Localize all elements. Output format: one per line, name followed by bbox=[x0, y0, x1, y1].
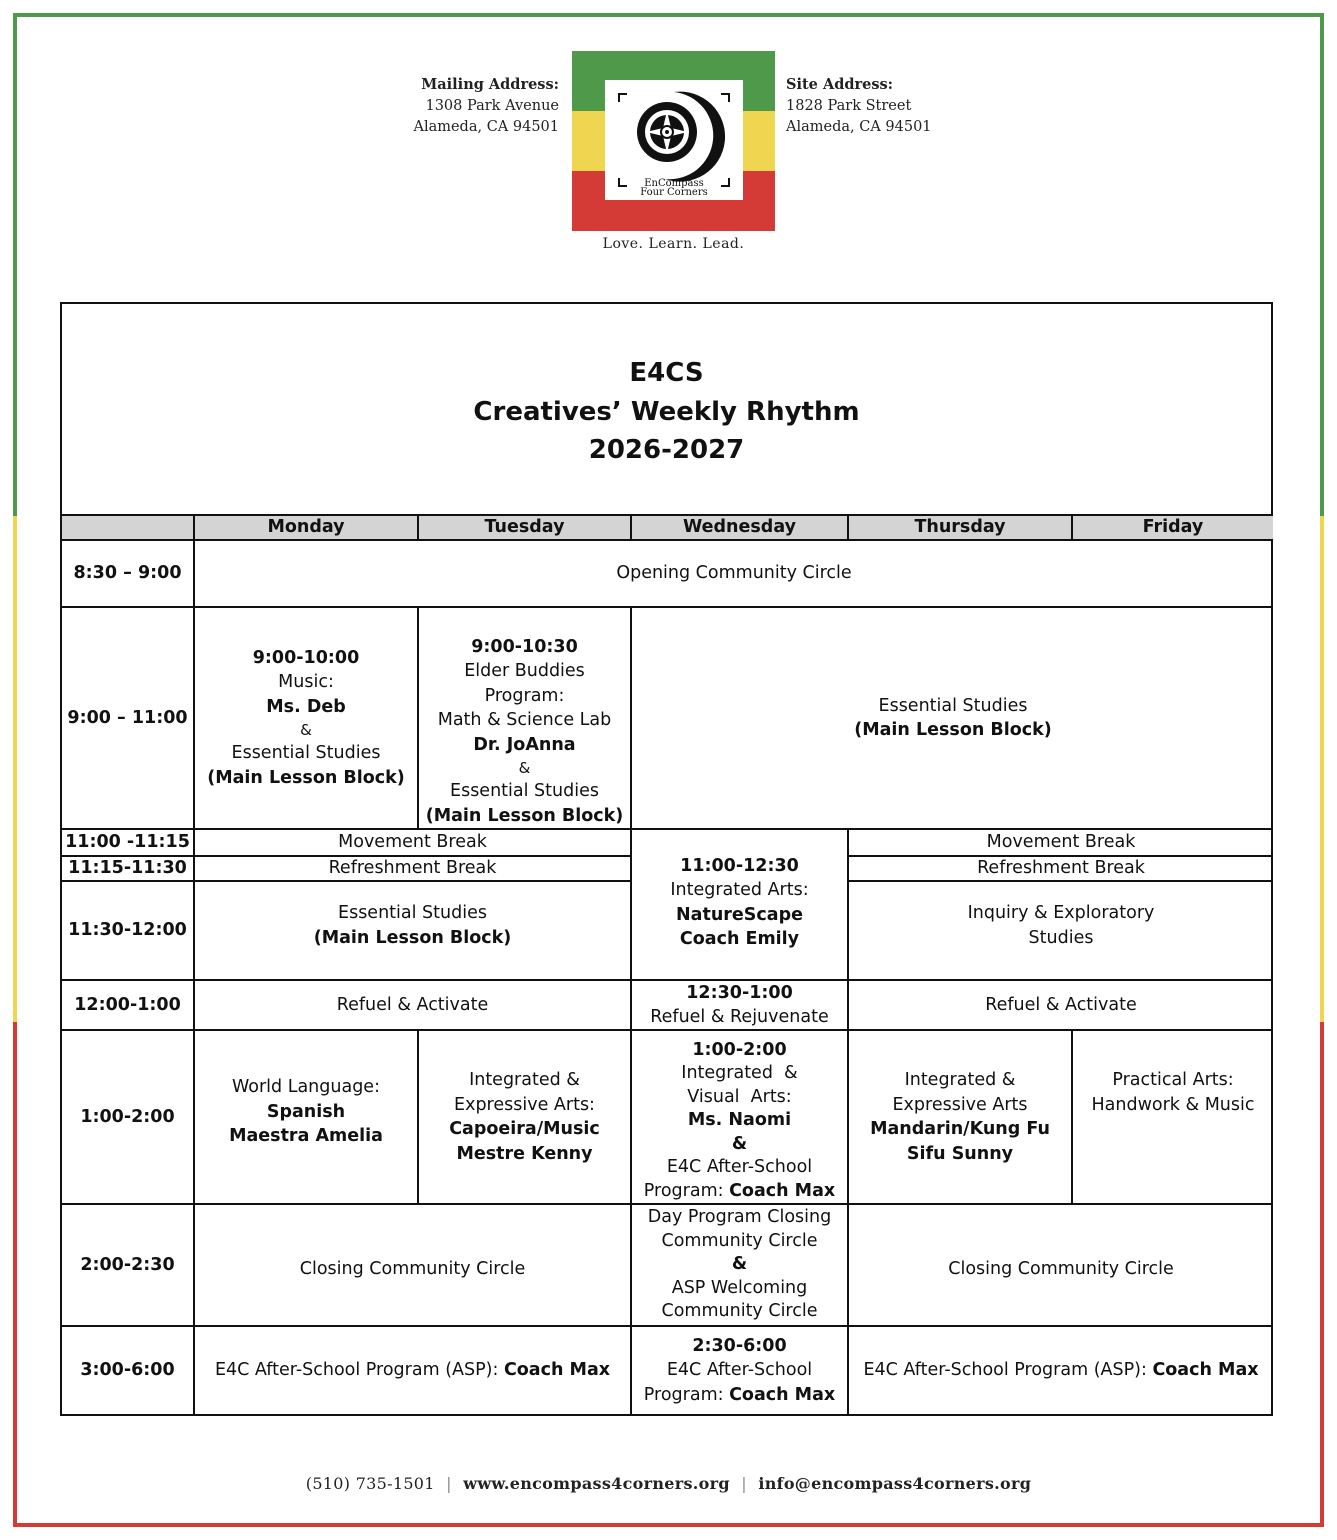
site-address-street: 1828 Park Street bbox=[786, 97, 912, 114]
session-time: 9:00-10:00 bbox=[252, 647, 360, 668]
monday-afternoon-cell bbox=[195, 1031, 417, 1203]
wed-fri-morning-cell bbox=[632, 608, 1273, 828]
closing-line: Community Circle bbox=[661, 1230, 818, 1251]
session-time: 12:30-1:00 bbox=[686, 982, 793, 1003]
footer-separator: | bbox=[741, 1474, 747, 1493]
session-teacher: Coach Max bbox=[1152, 1360, 1259, 1381]
time-cell: 8:30 – 9:00 bbox=[73, 563, 182, 584]
mon-tue-essential-studies-cell bbox=[195, 882, 630, 979]
logo-text-line2: Four Corners bbox=[640, 187, 708, 198]
session-subject: Math & Science Lab bbox=[437, 710, 612, 730]
asp-label: E4C After-School Program (ASP): bbox=[214, 1360, 504, 1381]
monday-morning-cell bbox=[195, 608, 417, 828]
ampersand: & bbox=[731, 1133, 748, 1154]
program-label: Program: bbox=[643, 1384, 730, 1405]
program-name: E4C After-School bbox=[666, 1360, 813, 1381]
title-line-3: 2026-2027 bbox=[588, 435, 745, 465]
main-lesson-block-label: (Main Lesson Block) bbox=[854, 720, 1052, 740]
session-teacher: Coach Max bbox=[503, 1360, 611, 1381]
footer-phone: (510) 735-1501 bbox=[305, 1474, 435, 1493]
session-subject: Practical Arts: bbox=[1112, 1070, 1234, 1090]
tuesday-morning-cell bbox=[419, 608, 630, 828]
essential-studies-label: Essential Studies bbox=[338, 903, 487, 923]
day-header-wednesday: Wednesday bbox=[682, 517, 797, 538]
time-cell: 11:00 -11:15 bbox=[65, 832, 190, 853]
session-time: 1:00-2:00 bbox=[692, 1039, 787, 1060]
day-header-thursday: Thursday bbox=[914, 517, 1006, 538]
footer-separator: | bbox=[446, 1474, 452, 1493]
essential-studies-label: Essential Studies bbox=[450, 781, 599, 801]
asp-line bbox=[215, 1358, 610, 1383]
opening-circle-cell: Opening Community Circle bbox=[616, 563, 852, 584]
wednesday-integrated-arts-cell bbox=[632, 830, 847, 979]
program-name-line: Elder Buddies bbox=[464, 661, 585, 681]
site-address-label: Site Address: bbox=[786, 76, 894, 93]
program-label: Program: bbox=[643, 1180, 730, 1201]
main-lesson-block-label: (Main Lesson Block) bbox=[313, 927, 512, 948]
footer-website-link[interactable]: www.encompass4corners.org bbox=[463, 1474, 730, 1493]
ampersand: & bbox=[518, 759, 531, 777]
time-cell: 12:00-1:00 bbox=[74, 994, 181, 1015]
time-cell: 2:00-2:30 bbox=[80, 1254, 175, 1275]
wednesday-refuel-cell bbox=[632, 981, 847, 1029]
session-teacher: Sifu Sunny bbox=[906, 1143, 1014, 1164]
movement-break-cell: Movement Break bbox=[338, 832, 487, 853]
inquiry-studies-cell bbox=[849, 882, 1273, 979]
session-teacher: Mestre Kenny bbox=[456, 1143, 593, 1164]
time-cell: 9:00 – 11:00 bbox=[67, 707, 188, 728]
session-teacher: Coach Max bbox=[729, 1384, 836, 1405]
essential-studies-label: Essential Studies bbox=[878, 695, 1028, 716]
program-name: Mandarin/Kung Fu bbox=[870, 1119, 1050, 1139]
mailing-address-street: 1308 Park Avenue bbox=[425, 97, 559, 114]
time-cell: 3:00-6:00 bbox=[80, 1360, 175, 1381]
site-address-city: Alameda, CA 94501 bbox=[786, 119, 932, 135]
session-subject: Expressive Arts: bbox=[454, 1094, 595, 1115]
mailing-address bbox=[413, 74, 559, 139]
closing-line: Day Program Closing bbox=[647, 1207, 832, 1228]
after-school-program-cell bbox=[849, 1327, 1273, 1414]
session-subject: Expressive Arts bbox=[892, 1094, 1028, 1115]
friday-afternoon-cell bbox=[1073, 1031, 1273, 1203]
day-header-friday: Friday bbox=[1142, 517, 1204, 538]
ampersand: & bbox=[731, 1254, 748, 1275]
after-school-program-cell bbox=[195, 1327, 630, 1414]
session-teacher: Maestra Amelia bbox=[229, 1126, 383, 1147]
session-subject: Integrated & bbox=[681, 1063, 798, 1083]
session-teacher: Dr. JoAnna bbox=[473, 734, 576, 755]
program-coach-line bbox=[644, 1383, 835, 1408]
asp-label: E4C After-School Program (ASP): bbox=[863, 1360, 1153, 1381]
refreshment-break-cell: Refreshment Break bbox=[328, 858, 497, 879]
time-cell: 11:15-11:30 bbox=[68, 858, 187, 879]
time-cell: 1:00-2:00 bbox=[80, 1106, 175, 1127]
program-coach-line bbox=[644, 1180, 835, 1204]
footer-contact bbox=[0, 1474, 1337, 1493]
session-time: 2:30-6:00 bbox=[692, 1335, 787, 1356]
schedule-table bbox=[60, 302, 1273, 1416]
program-name: Capoeira/Music bbox=[449, 1119, 600, 1139]
movement-break-cell: Movement Break bbox=[986, 832, 1136, 853]
tagline: Love. Learn. Lead. bbox=[602, 236, 745, 252]
session-subject: Visual Arts: bbox=[687, 1086, 792, 1107]
page-border-left-red bbox=[13, 1022, 17, 1527]
session-subject: Integrated Arts: bbox=[670, 880, 809, 900]
logo-text-line1: EnCompass bbox=[644, 178, 704, 189]
session-subject: Integrated & bbox=[904, 1070, 1016, 1090]
session-teacher: Coach Max bbox=[729, 1180, 836, 1201]
title-line-1: E4CS bbox=[629, 358, 704, 388]
essential-studies-label: Essential Studies bbox=[231, 743, 381, 764]
mailing-address-label: Mailing Address: bbox=[421, 76, 559, 93]
inquiry-line: Inquiry & Exploratory bbox=[967, 903, 1155, 923]
session-subject: Music: bbox=[278, 672, 334, 693]
time-cell: 11:30-12:00 bbox=[68, 920, 187, 941]
day-header-tuesday: Tuesday bbox=[484, 517, 565, 538]
wednesday-afternoon-cell bbox=[632, 1031, 847, 1203]
wednesday-closing-cell bbox=[632, 1205, 847, 1325]
refreshment-break-cell: Refreshment Break bbox=[977, 858, 1145, 879]
schedule-title bbox=[62, 354, 1271, 470]
session-time: 9:00-10:30 bbox=[471, 636, 578, 657]
program-name: Handwork & Music bbox=[1091, 1094, 1255, 1115]
page-border-right-green bbox=[1320, 14, 1324, 516]
site-address bbox=[786, 74, 932, 139]
session-teacher: Ms. Deb bbox=[266, 696, 346, 717]
tuesday-afternoon-cell bbox=[419, 1031, 630, 1203]
closing-circle-cell: Closing Community Circle bbox=[948, 1258, 1174, 1279]
refuel-activate-cell: Refuel & Activate bbox=[985, 994, 1137, 1015]
page-border-right-yellow bbox=[1320, 516, 1324, 1022]
session-teacher: Ms. Naomi bbox=[687, 1110, 792, 1130]
page-border-left-green bbox=[13, 14, 17, 516]
main-lesson-block-label: (Main Lesson Block) bbox=[425, 805, 624, 826]
session-teacher: Coach Emily bbox=[679, 929, 800, 949]
footer-email-link[interactable]: info@encompass4corners.org bbox=[758, 1474, 1032, 1493]
asp-line bbox=[863, 1358, 1258, 1383]
welcoming-line: ASP Welcoming bbox=[671, 1277, 808, 1298]
thursday-afternoon-cell bbox=[849, 1031, 1071, 1203]
main-lesson-block-label: (Main Lesson Block) bbox=[207, 767, 405, 788]
refuel-rejuvenate-label: Refuel & Rejuvenate bbox=[650, 1007, 829, 1027]
title-line-2: Creatives’ Weekly Rhythm bbox=[473, 396, 860, 427]
mailing-address-city: Alameda, CA 94501 bbox=[413, 119, 559, 135]
day-header-monday: Monday bbox=[267, 517, 345, 538]
page-border-left-yellow bbox=[13, 516, 17, 1022]
page-border-right-red bbox=[1320, 1022, 1324, 1527]
refuel-activate-cell: Refuel & Activate bbox=[336, 994, 489, 1015]
program-name: E4C After-School bbox=[666, 1157, 813, 1177]
welcoming-line: Community Circle bbox=[661, 1301, 818, 1322]
page-border-bottom bbox=[13, 1523, 1324, 1527]
closing-circle-cell: Closing Community Circle bbox=[299, 1258, 526, 1279]
page-border-top bbox=[13, 13, 1324, 17]
program-name-line: Program: bbox=[484, 685, 565, 706]
session-time: 11:00-12:30 bbox=[680, 855, 799, 876]
program-name: NatureScape bbox=[676, 904, 803, 925]
program-name: Spanish bbox=[266, 1101, 346, 1122]
logo bbox=[572, 51, 775, 231]
wednesday-after-school-cell bbox=[632, 1327, 847, 1414]
session-subject: World Language: bbox=[232, 1077, 380, 1098]
session-subject: Integrated & bbox=[469, 1070, 580, 1090]
inquiry-line: Studies bbox=[1028, 927, 1094, 948]
ampersand: & bbox=[300, 721, 312, 740]
